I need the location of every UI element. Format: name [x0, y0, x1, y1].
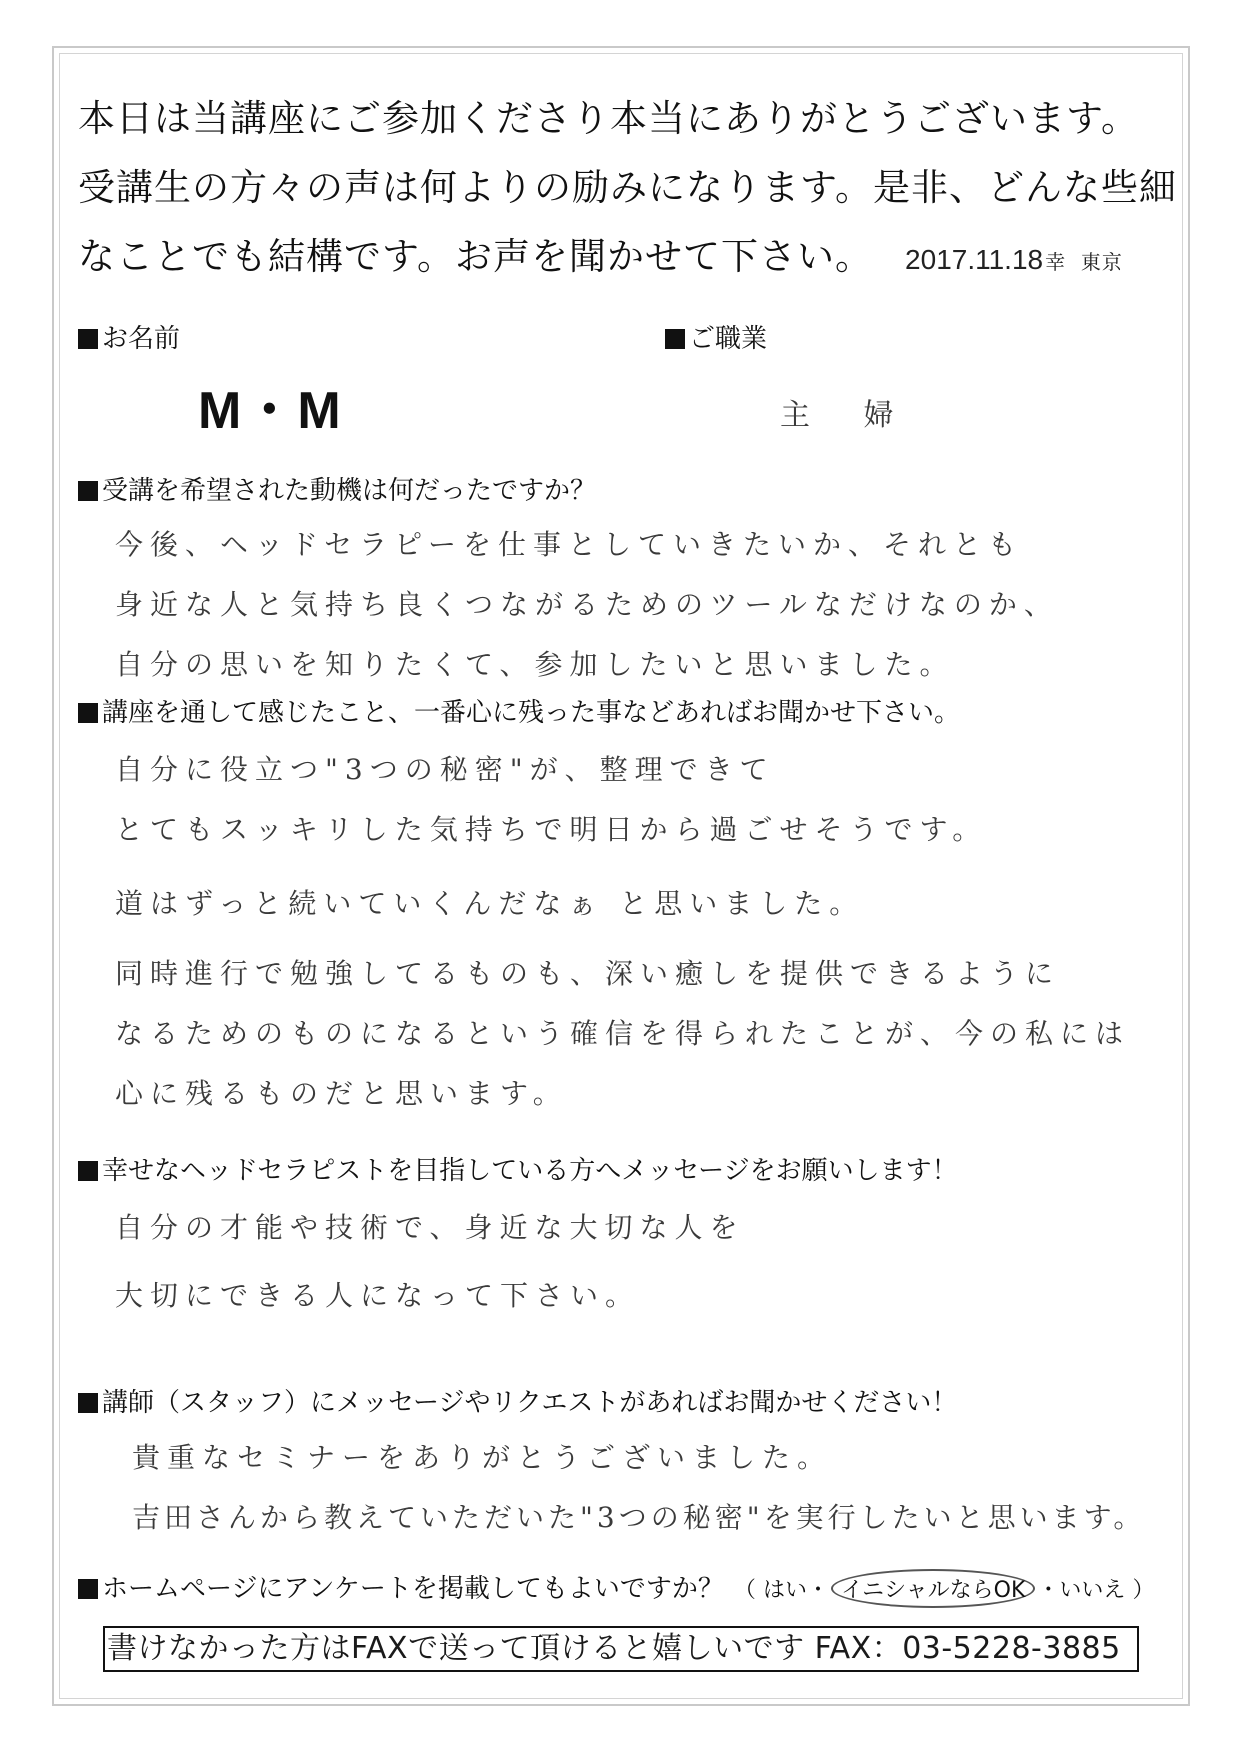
message-label — [78, 1150, 958, 1187]
motive-answer-line: 身近な人と気持ち良くつながるためのツールなだけなのか、 — [115, 588, 1059, 621]
bullet-square-icon — [78, 481, 98, 501]
survey-date: 2017.11.18 — [905, 244, 1044, 275]
consent-separator: ・ — [1037, 1578, 1060, 1603]
impression-answer-line: 心に残るものだと思います。 — [115, 1077, 568, 1110]
impression-answer-line: 自分に役立つ"3つの秘密"が、整理できて — [115, 753, 775, 786]
motive-answer-line: 今後、ヘッドセラピーを仕事としていきたいか、それとも — [115, 528, 1024, 561]
staff-label-text: 講師（スタッフ）にメッセージやリクエストがあればお聞かせください！ — [102, 1388, 958, 1418]
message-label-text: 幸せなヘッドセラピストを目指している方へメッセージをお願いします！ — [102, 1156, 958, 1186]
motive-answer-line: 自分の思いを知りたくて、参加したいと思いました。 — [115, 648, 955, 681]
bullet-square-icon — [78, 1579, 98, 1599]
occupation-value: 主 婦 — [780, 398, 916, 433]
message-answer-line: 大切にできる人になって下さい。 — [115, 1279, 641, 1312]
impression-answer-line: 同時進行で勉強してるものも、深い癒しを提供できるように — [115, 957, 1061, 990]
message-answer — [115, 1198, 744, 1326]
homepage-consent — [78, 1568, 1154, 1608]
staff-answer-line: 吉田さんから教えていただいた"3つの秘密"を実行したいと思います。 — [132, 1501, 1146, 1534]
staff-answer-line: 貴重なセミナーをありがとうございました。 — [132, 1441, 833, 1474]
name-label-text: お名前 — [102, 324, 181, 354]
fax-notice: 書けなかった方はFAXで送って頂けると嬉しいです FAX：03-5228-3885 — [103, 1626, 1139, 1672]
name-value: M・M — [198, 382, 343, 440]
staff-answer — [132, 1428, 1145, 1548]
intro-line-2: 受講生の方々の声は何よりの励みになります。是非、どんな些細 — [78, 166, 1178, 209]
consent-close-paren: ） — [1132, 1578, 1155, 1603]
intro-text — [78, 84, 1188, 291]
consent-option-yes: はい — [762, 1578, 807, 1603]
consent-separator: ・ — [806, 1578, 829, 1603]
occupation-label-text: ご職業 — [689, 324, 768, 354]
consent-option-initial-circled: イニシャルならOK — [831, 1569, 1035, 1608]
intro-line-1: 本日は当講座にご参加くださり本当にありがとうございます。 — [78, 97, 1140, 140]
bullet-square-icon — [78, 703, 98, 723]
impression-label-text: 講座を通して感じたこと、一番心に残った事などあればお聞かせ下さい。 — [102, 698, 961, 728]
impression-label — [78, 692, 960, 729]
motive-label — [78, 470, 596, 507]
consent-open-paren: （ — [733, 1578, 756, 1603]
bullet-square-icon — [78, 329, 98, 349]
staff-label — [78, 1382, 957, 1419]
message-answer-line: 自分の才能や技術で、身近な大切な人を — [115, 1211, 745, 1244]
impression-answer-line: とてもスッキリした気持ちで明日から過ごせそうです。 — [115, 813, 988, 846]
bullet-square-icon — [78, 1161, 98, 1181]
consent-options — [734, 1578, 1155, 1603]
consent-option-no: いいえ — [1059, 1578, 1126, 1603]
seminar-place: 東京 — [1080, 250, 1123, 274]
motive-answer — [115, 515, 1059, 695]
name-label — [78, 318, 180, 355]
impression-answer-line: なるためのものになるという確信を得られたことが、今の私には — [115, 1017, 1131, 1050]
bullet-square-icon — [78, 1393, 98, 1413]
bullet-square-icon — [665, 329, 685, 349]
homepage-consent-text: ホームページにアンケートを掲載してもよいですか？ — [102, 1574, 724, 1604]
seminar-name: 幸 — [1045, 250, 1067, 274]
intro-line-3 — [78, 222, 1188, 291]
intro-line-3-text: なことでも結構です。お声を聞かせて下さい。 — [78, 235, 874, 278]
impression-answer-line: 道はずっと続いていくんだなぁ と思いました。 — [115, 887, 865, 920]
occupation-label — [665, 318, 767, 355]
motive-label-text: 受講を希望された動機は何だったですか？ — [102, 476, 597, 506]
impression-answer — [115, 740, 1130, 1124]
